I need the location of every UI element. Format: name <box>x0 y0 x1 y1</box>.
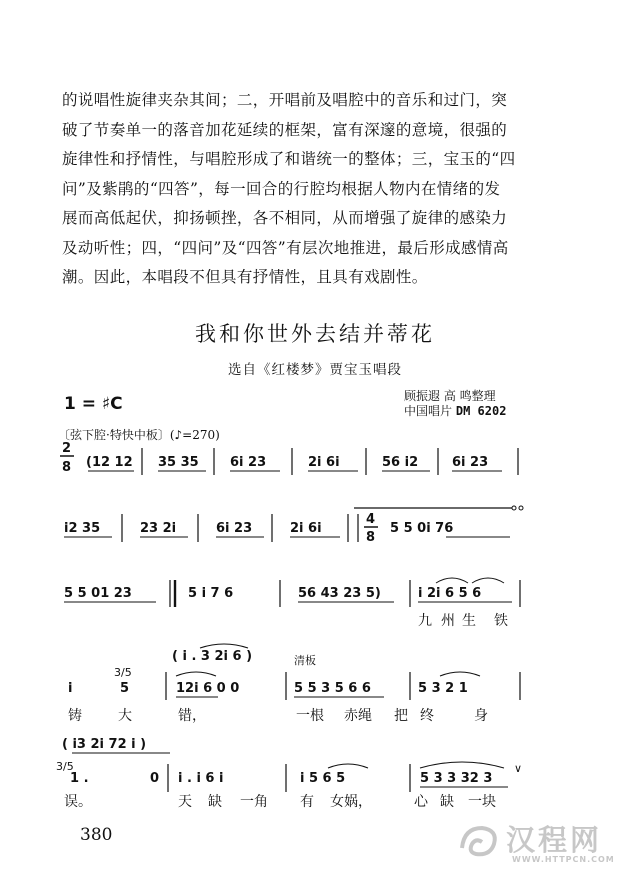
score-measure: 5 5 3 5 6 6 <box>294 681 371 696</box>
lyric: 把 <box>394 708 408 724</box>
score-note: i <box>68 681 73 696</box>
watermark <box>454 818 614 868</box>
paragraph-line: 及动听性；四，“四问”及“四答”有层次地推进，最后形成感情高 <box>62 238 509 257</box>
score-measure: 56 i2 <box>382 455 419 470</box>
lyric: 身 <box>474 708 488 724</box>
lyric: 缺 <box>208 794 222 810</box>
lyric: 一角 <box>240 794 268 810</box>
qingban-marking: 清板 <box>294 654 316 667</box>
credit-arrangers: 顾振遐 高 鸣整理 <box>404 389 496 403</box>
time-sig-bottom: 8 <box>62 460 72 475</box>
score-parenthesis: ( i3 2i 72 i ) <box>62 737 147 752</box>
watermark-text: 汉程网 <box>506 823 603 857</box>
score-measure: 6i 23 <box>216 521 253 536</box>
score-measure: 5 i 7 6 <box>188 586 234 601</box>
score-measure: 6i 23 <box>452 455 489 470</box>
score-measure: i 5 6 5 <box>300 771 346 786</box>
fermata-dot <box>512 506 516 510</box>
score-note: 0 <box>150 771 160 786</box>
score-measure: 6i 23 <box>230 455 267 470</box>
credit-record-code: DM 6202 <box>455 404 507 418</box>
page-number: 380 <box>80 825 113 845</box>
lyric: 有 <box>300 794 314 810</box>
watermark-logo-icon <box>454 818 502 866</box>
tempo-marking: 〔弦下腔·特快中板〕(♪=270) <box>58 428 220 442</box>
lyric: 赤绳 <box>344 708 372 724</box>
score-measure: 2i 6i <box>290 521 322 536</box>
lyric: 九 <box>418 613 432 629</box>
lyric: 错， <box>178 708 206 724</box>
mid-time-bottom: 8 <box>366 530 376 545</box>
paragraph-line: 的说唱性旋律夹杂其间；二，开唱前及唱腔中的音乐和过门，突 <box>62 91 508 109</box>
paragraph-line: 问”及紫鹃的“四答”，每一回合的行腔均根据人物内在情绪的发 <box>62 179 501 198</box>
score-note: 1 . <box>70 771 89 786</box>
score-measure: 5 5 0i 76 <box>390 521 454 536</box>
mid-time-top: 4 <box>366 512 376 527</box>
score-measure: i2 35 <box>64 521 101 536</box>
grace-note: 3/5 <box>56 760 74 773</box>
lyric: 误。 <box>64 794 92 810</box>
lyric: 女娲， <box>330 794 372 810</box>
paragraph-line: 旋律性和抒情性，与唱腔形成了和谐统一的整体；三，宝玉的“四 <box>62 150 516 168</box>
score-measure: 35 35 <box>158 455 199 470</box>
lyric: 终 <box>420 708 434 724</box>
score-measure: (12 12 <box>86 455 133 470</box>
slur <box>200 644 248 648</box>
lyric: 铸 <box>68 708 82 724</box>
breath-mark: ∨ <box>514 762 523 775</box>
slur <box>440 672 480 676</box>
slur <box>176 672 216 676</box>
lyric: 一根 <box>296 708 324 724</box>
fermata-dot <box>519 506 523 510</box>
paragraph-line: 展而高低起伏，抑扬顿挫，各不相同，从而增强了旋律的感染力 <box>62 209 508 227</box>
score-measure: i 2i 6 5 6 <box>418 586 482 601</box>
slur <box>472 578 504 583</box>
score-measure: 56 43 23 5) <box>298 586 381 601</box>
slur <box>328 764 368 768</box>
paragraph-line: 潮。因此，本唱段不但具有抒情性，且具有戏剧性。 <box>62 268 428 286</box>
song-title: 我和你世外去结并蒂花 <box>195 322 435 346</box>
lyric: 生 <box>462 613 476 629</box>
credit-record-label: 中国唱片 <box>404 404 453 418</box>
score-measure: 5 5 01 23 <box>64 586 132 601</box>
grace-note: 3/5 <box>114 666 132 679</box>
score-measure: 5 3 2 1 <box>418 681 468 696</box>
lyric: 天 <box>178 794 192 810</box>
lyric: 心 <box>414 794 428 810</box>
song-subtitle: 选自《红楼梦》贾宝玉唱段 <box>228 362 402 378</box>
lyric: 缺 <box>440 794 454 810</box>
score-note: 5 <box>120 681 130 696</box>
score-measure: 12i 6 0 0 <box>176 681 240 696</box>
score-measure: 2i 6i <box>308 455 340 470</box>
watermark-url: WWW.HTTPCN.COM <box>512 855 615 864</box>
paragraph-line: 破了节奏单一的落音加花延续的框架，富有深邃的意境，很强的 <box>62 120 508 139</box>
score-measure: 23 2i <box>140 521 177 536</box>
score-parenthesis: ( i . 3 2i 6 ) <box>172 649 253 664</box>
score-measure: i . i 6 i <box>178 771 224 786</box>
score-measure: 5 3 3 32 3 <box>420 771 493 786</box>
lyric: 大 <box>118 708 132 724</box>
lyric: 铁 <box>494 613 508 629</box>
lyric: 州 <box>441 613 455 629</box>
slur <box>420 762 504 768</box>
slur <box>436 578 468 583</box>
time-sig-top: 2 <box>62 441 72 456</box>
lyric: 一块 <box>468 794 496 810</box>
key-signature: 1 = ♯C <box>64 394 123 414</box>
